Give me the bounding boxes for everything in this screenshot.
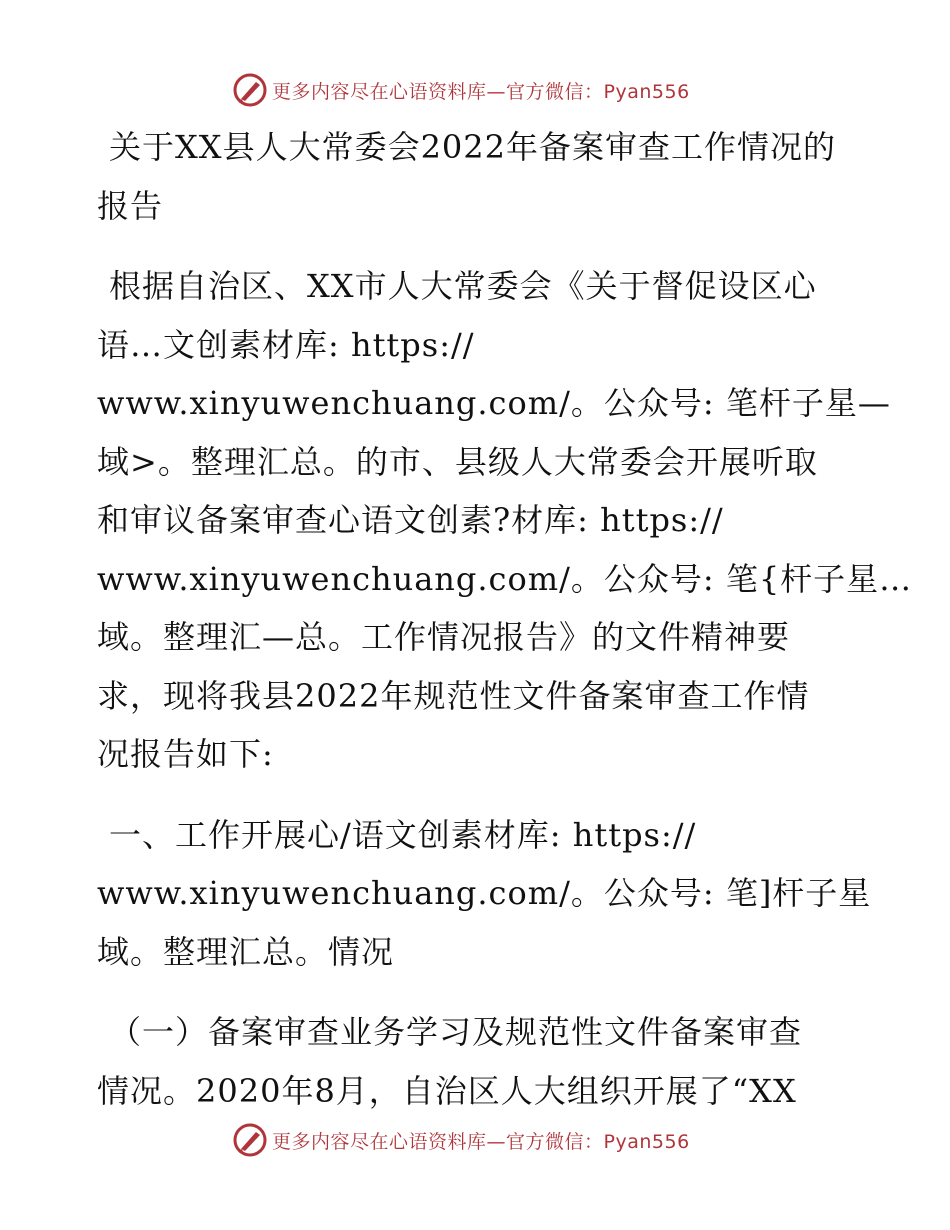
document-body [97,118,913,1120]
title-line: 报告 [97,186,164,225]
paragraph-intro [97,257,913,784]
document-title [97,118,857,235]
watermark-banner-top [232,70,732,110]
text-line: 语…文创素材库: https:// [97,325,475,364]
text-line: www.xinyuwenchuang.com/。公众号: 笔{杆子星… [97,559,913,598]
watermark-text: 更多内容尽在心语资料库—官方微信：Pyan556 [272,80,690,103]
title-line: 关于XX县人大常委会2022年备案审查工作情况的 [109,128,837,166]
section-heading-1 [97,806,872,982]
watermark-banner-bottom [232,1120,732,1160]
text-line: 一、工作开展心/语文创素材库: https:// [109,815,697,854]
pen-logo-icon [232,1122,268,1158]
text-line: www.xinyuwenchuang.com/。公众号: 笔]杆子星 [97,874,872,912]
text-line: 根据自治区、XX市人大常委会《关于督促设区心 [109,267,817,305]
text-line: 域。整理汇—总。工作情况报告》的文件精神要 [97,618,791,656]
text-line: 求，现将我县2022年规范性文件备案审查工作情 [97,676,810,715]
text-line: 域>。整理汇总。的市、县级人大常委会开展听取 [97,442,818,481]
paragraph-subsection-1 [97,1003,857,1120]
text-line: 情况。2020年8月，自治区人大组织开展了“XX [97,1071,797,1110]
text-line: 域。整理汇总。情况 [97,932,395,971]
watermark-text: 更多内容尽在心语资料库—官方微信：Pyan556 [272,1130,690,1153]
text-line: 和审议备案审查心语文创素?材库: https:// [97,501,724,539]
pen-logo-icon [232,72,268,108]
text-line: 况报告如下: [97,735,274,773]
text-line: （一）备案审查业务学习及规范性文件备案审查 [109,1013,803,1051]
text-line: www.xinyuwenchuang.com/。公众号: 笔杆子星— [97,384,891,422]
